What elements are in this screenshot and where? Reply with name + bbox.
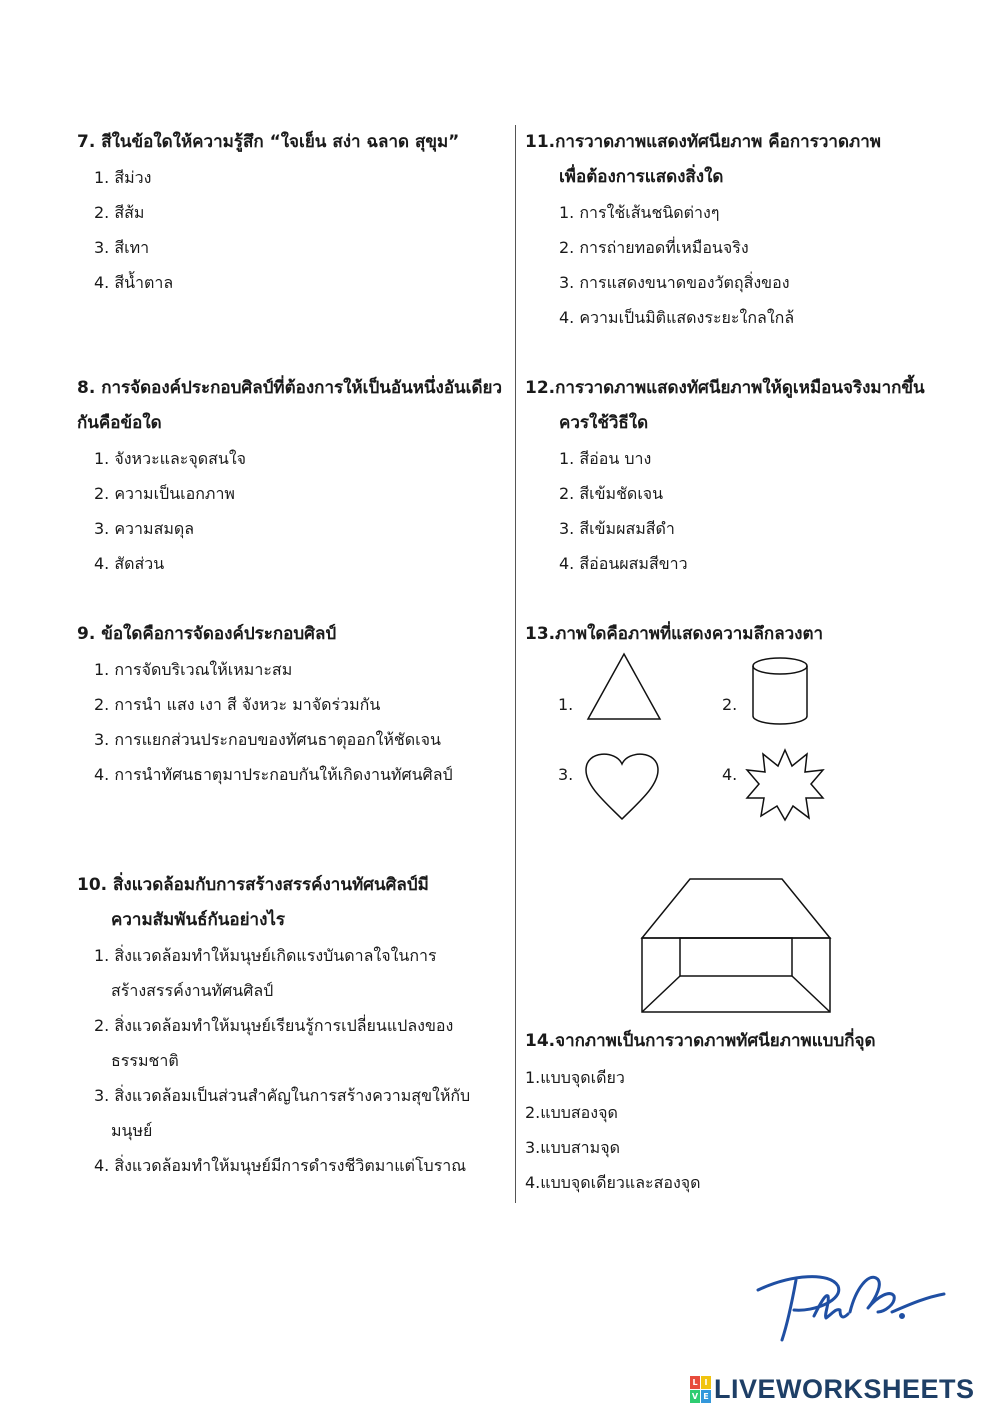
starburst-shape[interactable] xyxy=(745,748,825,822)
question-9: 9. ข้อใดคือการจัดองค์ประกอบศิลป์ xyxy=(77,624,337,644)
liveworksheets-brand-text: LIVEWORKSHEETS xyxy=(714,1373,975,1404)
question-11-line-1: 11.การวาดภาพแสดงทัศนียภาพ คือการวาดภาพ xyxy=(525,132,881,152)
question-12-line-2: ควรใช้วิธีใด xyxy=(559,413,649,433)
q9-option-1[interactable]: 1. การจัดบริเวณให้เหมาะสม xyxy=(94,660,293,679)
perspective-drawing xyxy=(638,875,834,1017)
q14-option-1[interactable]: 1.แบบจุดเดียว xyxy=(525,1068,625,1087)
q8-option-1[interactable]: 1. จังหวะและจุดสนใจ xyxy=(94,449,247,468)
q10-option-1-cont: สร้างสรรค์งานทัศนศิลป์ xyxy=(111,981,274,1000)
cylinder-shape[interactable] xyxy=(750,656,810,726)
q10-option-2[interactable]: 2. สิ่งแวดล้อมทำให้มนุษย์เรียนรู้การเปลี่ยนแปลงของ xyxy=(94,1016,454,1035)
q9-option-3[interactable]: 3. การแยกส่วนประกอบของทัศนธาตุออกให้ชัดเจน xyxy=(94,730,441,749)
q13-label-1[interactable]: 1. xyxy=(558,695,574,714)
q7-option-3[interactable]: 3. สีเทา xyxy=(94,238,150,257)
q11-option-2[interactable]: 2. การถ่ายทอดที่เหมือนจริง xyxy=(559,238,749,257)
q9-option-2[interactable]: 2. การนำ แสง เงา สี จังหวะ มาจัดร่วมกัน xyxy=(94,695,381,714)
q9-option-4[interactable]: 4. การนำทัศนธาตุมาประกอบกันให้เกิดงานทัศนศิลป์ xyxy=(94,765,453,784)
q8-option-3[interactable]: 3. ความสมดุล xyxy=(94,519,195,538)
q14-option-2[interactable]: 2.แบบสองจุด xyxy=(525,1103,618,1122)
q13-label-3[interactable]: 3. xyxy=(558,765,574,784)
heart-shape[interactable] xyxy=(583,748,661,822)
q12-option-3[interactable]: 3. สีเข้มผสมสีดำ xyxy=(559,519,675,538)
liveworksheets-mark-icon: L I V E xyxy=(690,1376,711,1403)
question-12-line-1: 12.การวาดภาพแสดงทัศนียภาพให้ดูเหมือนจริงมากขึ้น xyxy=(525,378,925,398)
signature-image xyxy=(752,1268,952,1348)
question-11-line-2: เพื่อต้องการแสดงสิ่งใด xyxy=(559,167,724,187)
question-8-line-1: 8. การจัดองค์ประกอบศิลป์ที่ต้องการให้เป็นอันหนึ่งอันเดียว xyxy=(77,378,503,398)
q8-option-4[interactable]: 4. สัดส่วน xyxy=(94,554,165,573)
column-divider xyxy=(515,125,516,1203)
q8-option-2[interactable]: 2. ความเป็นเอกภาพ xyxy=(94,484,235,503)
q11-option-3[interactable]: 3. การแสดงขนาดของวัตถุสิ่งของ xyxy=(559,273,790,292)
question-14: 14.จากภาพเป็นการวาดภาพทัศนียภาพแบบกี่จุด xyxy=(525,1031,876,1051)
liveworksheets-logo xyxy=(690,1374,975,1404)
q14-option-4[interactable]: 4.แบบจุดเดียวและสองจุด xyxy=(525,1173,701,1192)
question-10-line-2: ความสัมพันธ์กันอย่างไร xyxy=(111,910,286,930)
q11-option-1[interactable]: 1. การใช้เส้นชนิดต่างๆ xyxy=(559,203,720,222)
q12-option-1[interactable]: 1. สีอ่อน บาง xyxy=(559,449,652,468)
q13-label-4[interactable]: 4. xyxy=(722,765,738,784)
q10-option-3-cont: มนุษย์ xyxy=(111,1121,153,1140)
q11-option-4[interactable]: 4. ความเป็นมิติแสดงระยะใกลใกล้ xyxy=(559,308,795,327)
question-13: 13.ภาพใดคือภาพที่แสดงความลึกลวงตา xyxy=(525,624,824,644)
q7-option-4[interactable]: 4. สีน้ำตาล xyxy=(94,273,174,292)
q12-option-2[interactable]: 2. สีเข้มชัดเจน xyxy=(559,484,664,503)
question-8-line-2: กันคือข้อใด xyxy=(77,413,162,433)
question-10-line-1: 10. สิ่งแวดล้อมกับการสร้างสรรค์งานทัศนศิลป์มี xyxy=(77,875,429,895)
q14-option-3[interactable]: 3.แบบสามจุด xyxy=(525,1138,620,1157)
q10-option-2-cont: ธรรมชาติ xyxy=(111,1051,179,1070)
question-7: 7. สีในข้อใดให้ความรู้สึก “ใจเย็น สง่า ฉลาด สุขุม” xyxy=(77,132,460,152)
q10-option-1[interactable]: 1. สิ่งแวดล้อมทำให้มนุษย์เกิดแรงบันดาลใจในการ xyxy=(94,946,437,965)
q13-label-2[interactable]: 2. xyxy=(722,695,738,714)
q7-option-2[interactable]: 2. สีส้ม xyxy=(94,203,145,222)
q10-option-3[interactable]: 3. สิ่งแวดล้อมเป็นส่วนสำคัญในการสร้างความสุขให้กับ xyxy=(94,1086,471,1105)
q7-option-1[interactable]: 1. สีม่วง xyxy=(94,168,152,187)
q10-option-4[interactable]: 4. สิ่งแวดล้อมทำให้มนุษย์มีการดำรงชีวิตมาแต่โบราณ xyxy=(94,1156,467,1175)
triangle-shape[interactable] xyxy=(585,652,663,722)
q12-option-4[interactable]: 4. สีอ่อนผสมสีขาว xyxy=(559,554,688,573)
